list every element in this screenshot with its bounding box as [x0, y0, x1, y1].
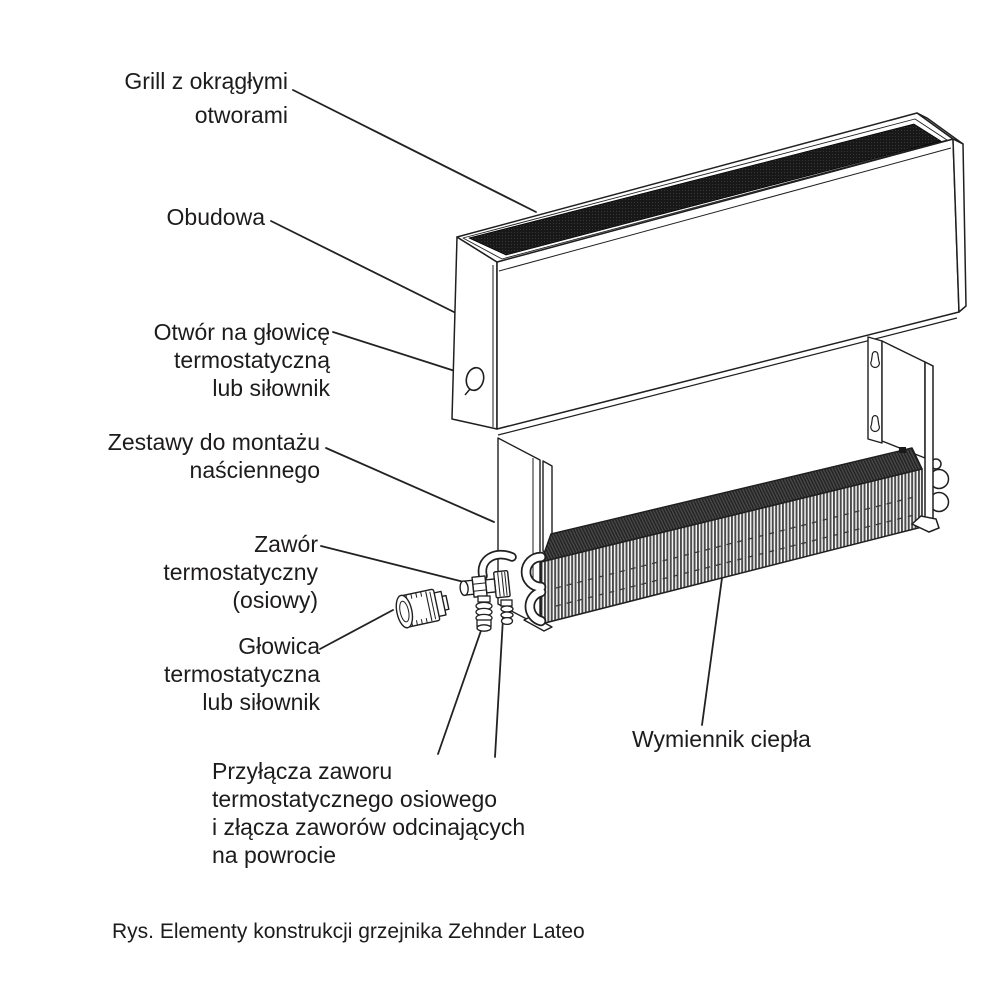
- label-line: naściennego: [189, 457, 320, 483]
- label-line: lub siłownik: [212, 375, 330, 401]
- casing-left-face: [452, 237, 497, 429]
- wall-bracket-right: [868, 337, 925, 458]
- label-line: termostatycznego osiowego: [212, 786, 498, 812]
- leader-line-zawor: [321, 546, 464, 582]
- label-line: (osiowy): [232, 587, 318, 613]
- label-zawor: [163, 530, 318, 614]
- connection1-neck: [478, 596, 490, 602]
- label-zestawy: [108, 428, 320, 484]
- valve-return-connections: [476, 596, 513, 631]
- label-line: Obudowa: [166, 204, 265, 230]
- leader-line-wymiennik: [702, 578, 722, 725]
- thermostatic-head: [394, 586, 451, 629]
- connection2-cap: [502, 618, 513, 625]
- label-line: i złącza zaworów odcinających: [212, 814, 526, 840]
- label-line: termostatyczną: [174, 347, 330, 373]
- label-obudowa: [167, 203, 265, 231]
- heat-exchanger: [541, 447, 922, 624]
- bracket-right-panel: [882, 341, 925, 458]
- figure-caption: Rys. Elementy konstrukcji grzejnika Zehnder Lateo: [112, 920, 585, 943]
- label-line: Wymiennik ciepła: [632, 726, 811, 752]
- connection1-cap: [477, 625, 491, 631]
- leader-line-glowica: [320, 610, 393, 649]
- leader-line-grill: [293, 90, 536, 212]
- label-grill: [124, 64, 288, 132]
- leader-line-przylacza-1: [438, 622, 484, 754]
- label-line: termostatyczna: [164, 661, 320, 687]
- label-line: Zawór: [254, 531, 318, 557]
- label-line: Przyłącza zaworu: [212, 758, 393, 784]
- leader-line-otwor: [333, 332, 458, 372]
- bracket-clip-mark: [899, 447, 906, 453]
- label-line: termostatyczny: [163, 559, 318, 585]
- label-line: na powrocie: [212, 842, 337, 868]
- keyhole-slot-bottom: [871, 416, 880, 432]
- label-line: lub siłownik: [202, 689, 320, 715]
- label-wymiennik: [632, 725, 811, 753]
- label-line: Otwór na głowicę: [153, 319, 330, 345]
- label-line: otworami: [194, 102, 288, 128]
- label-glowica: [164, 632, 320, 716]
- leader-line-zestawy: [326, 448, 494, 522]
- connection2-neck: [501, 600, 512, 606]
- keyhole-slot-top: [871, 352, 880, 368]
- label-otwor: [154, 318, 330, 402]
- label-line: Grill z okrągłymi: [124, 68, 288, 94]
- connection2-rib: [501, 606, 513, 612]
- label-przylacza: [212, 757, 525, 869]
- leader-line-obudowa: [271, 221, 472, 321]
- label-line: Głowica: [238, 633, 320, 659]
- bracket-right-front-strip: [925, 362, 933, 530]
- leader-line-przylacza-2: [495, 618, 503, 757]
- label-line: Zestawy do montażu: [107, 429, 320, 455]
